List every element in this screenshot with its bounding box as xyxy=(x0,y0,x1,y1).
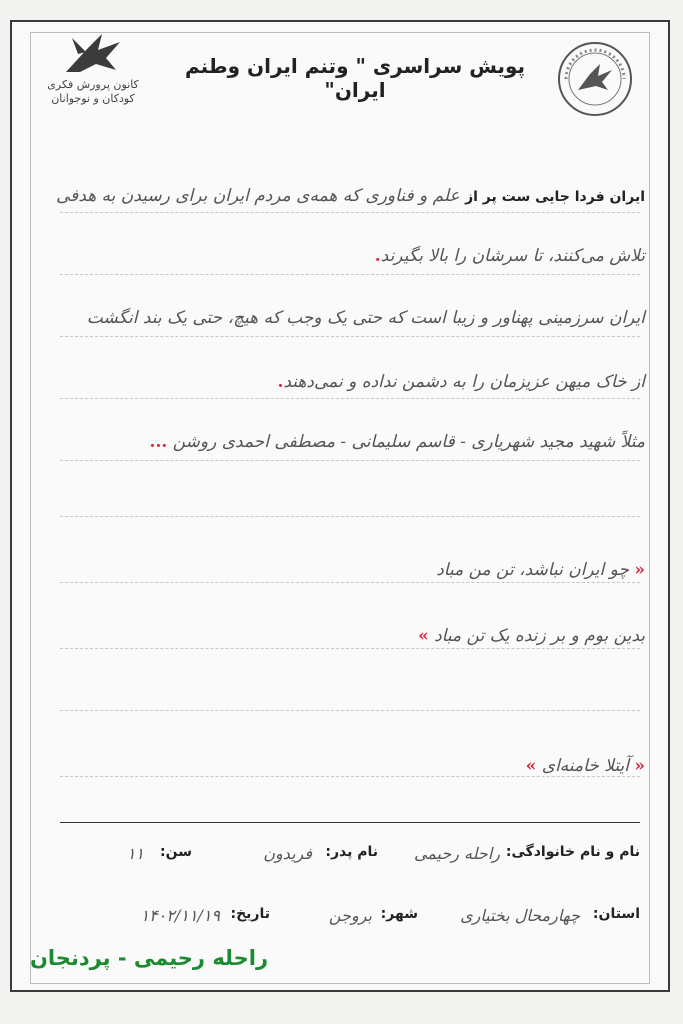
father-label: نام پدر: xyxy=(325,844,378,860)
handwritten-text: علم و فناوری که همه‌ی مردم ایران برای رسیدن به هدفی xyxy=(55,186,460,206)
red-ellipsis: ... xyxy=(149,432,168,452)
handwritten-text: از خاک میهن عزیزمان را به دشمن نداده و نمی‌دهند xyxy=(283,372,645,392)
bird-logo-icon xyxy=(58,28,128,78)
writing-rule xyxy=(60,648,640,649)
caption-overlay: راحله رحیمی - پردنجان xyxy=(30,946,269,970)
age-label: سن: xyxy=(160,844,192,860)
logo-caption-1: کانون پرورش فکری xyxy=(47,78,139,91)
quote-line-3 xyxy=(30,756,645,776)
writing-rule xyxy=(60,582,640,583)
body-line-4 xyxy=(30,372,645,392)
handwritten-text: تلاش می‌کنند، تا سرشان را بالا بگیرند xyxy=(380,246,645,266)
fields-row-2 xyxy=(30,906,640,936)
handwritten-text: مثلاً شهید مجید شهریاری - قاسم سلیمانی - مصطفی احمدی روشن xyxy=(172,432,645,452)
handwritten-text: چو ایران نباشد، تن من مباد xyxy=(436,560,629,580)
writing-rule xyxy=(60,460,640,461)
quote-open-mark: « xyxy=(634,560,645,580)
province-label: استان: xyxy=(592,906,640,922)
page-title: پویش سراسری " وتنم ایران وطنم ایران" xyxy=(184,54,526,102)
name-value: راحله رحیمی xyxy=(413,844,500,863)
stamp-seal-icon xyxy=(556,40,634,118)
body-line-5 xyxy=(30,432,645,452)
writing-rule xyxy=(60,398,640,399)
red-mark: . xyxy=(374,246,381,266)
writing-rule xyxy=(60,212,640,213)
logo-caption-2: کودکان و نوجوانان xyxy=(51,92,135,105)
writing-rule xyxy=(60,516,640,517)
writing-rule xyxy=(60,710,640,711)
handwritten-text: بدین بوم و بر زنده یک تن مباد xyxy=(434,626,645,646)
province-value: چهارمحال بختیاری xyxy=(460,906,580,925)
handwritten-text: ایران سرزمینی پهناور و زیبا است که حتی یک وجب که هیچ، حتی یک بند انگشت xyxy=(86,308,645,328)
quote-open-mark: « xyxy=(634,756,645,776)
section-divider xyxy=(60,822,640,823)
city-label: شهر: xyxy=(380,906,418,922)
quote-line-1 xyxy=(30,560,645,580)
quote-line-2 xyxy=(30,626,645,646)
prompt-text: ایران فردا جایی ست پر از xyxy=(465,189,645,205)
kanoon-logo xyxy=(44,28,142,128)
body-line-3 xyxy=(30,308,645,328)
quote-close-mark: » xyxy=(418,626,429,646)
red-mark: . xyxy=(277,372,284,392)
writing-rule xyxy=(60,274,640,275)
date-value: ۱۴۰۲/۱۱/۱۹ xyxy=(140,906,220,925)
handwritten-text: آیتلا خامنه‌ای xyxy=(541,756,629,776)
writing-rule xyxy=(60,776,640,777)
fields-row-1 xyxy=(30,844,640,874)
date-label: تاریخ: xyxy=(230,906,270,922)
age-value: ۱۱ xyxy=(126,844,144,863)
form-inner-border xyxy=(30,32,650,984)
writing-rule xyxy=(60,336,640,337)
body-line-2 xyxy=(30,246,645,266)
father-value: فریدون xyxy=(263,844,312,863)
quote-close-mark: » xyxy=(525,756,537,776)
city-value: بروجن xyxy=(328,906,372,925)
body-line-1 xyxy=(30,186,645,206)
name-label: نام و نام خانوادگی: xyxy=(505,844,640,860)
